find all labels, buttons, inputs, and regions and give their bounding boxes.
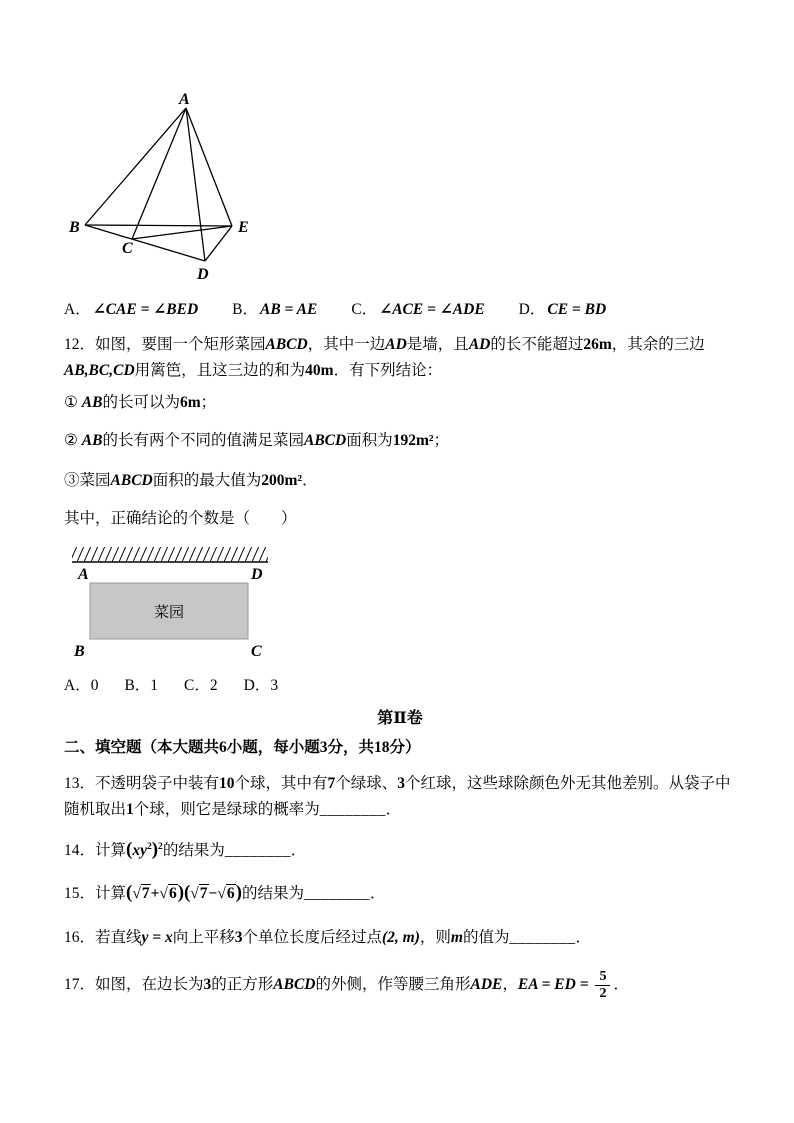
segment-ac: [132, 108, 186, 239]
text-seg: ，其余的三边: [611, 336, 705, 353]
q12-option-c: C．2: [184, 677, 218, 694]
left-paren: (: [126, 882, 133, 903]
text-seg: 16．若直线: [64, 929, 142, 946]
math-seg: (2, m): [382, 929, 420, 946]
vertex-label-e: E: [238, 219, 249, 236]
text-seg: ，: [502, 976, 518, 994]
corner-label-b: B: [74, 643, 85, 658]
text-seg: 的结果为: [162, 842, 225, 859]
text-seg: ；: [200, 394, 217, 411]
radicand: 6: [168, 885, 177, 902]
radical-sign: √: [132, 885, 141, 902]
math-seg: xy: [132, 842, 147, 859]
text-seg: 13．不透明袋子中装有: [64, 775, 220, 792]
math-seg: EA = ED =: [517, 976, 593, 994]
math-seg: 40m: [305, 362, 334, 379]
vertex-label-a: A: [179, 92, 190, 108]
q12-stem-line1: [64, 332, 736, 358]
q11-option-d: [519, 298, 607, 322]
text-seg: 个球，则它是绿球的概率为: [133, 801, 320, 818]
text-seg: 个球，其中有: [234, 775, 328, 792]
radicand: 7: [141, 885, 150, 902]
part2-title: 第Ⅱ卷: [377, 710, 423, 727]
text-seg: ①: [64, 394, 82, 411]
right-paren: ): [235, 882, 242, 903]
segment-bd: [85, 225, 205, 261]
question-16: [64, 925, 736, 951]
math-seg: m: [450, 929, 463, 946]
option-math: CE = BD: [547, 301, 607, 318]
corner-label-d: D: [251, 566, 263, 583]
answer-blank: ________．: [509, 929, 592, 946]
figure-q11: [68, 92, 736, 284]
text-seg: 14．计算: [64, 842, 127, 859]
option-math: ∠CAE = ∠BED: [92, 301, 199, 318]
math-seg: y = x: [141, 929, 173, 946]
text-seg: ．: [302, 472, 318, 489]
question-15: [64, 880, 736, 907]
segment-ab: [85, 108, 186, 225]
text-seg: 个绿球、: [335, 775, 398, 792]
text-seg: ．有下列结论：: [333, 362, 443, 379]
text-seg: 是墙，且: [406, 336, 469, 353]
q12-stem-line2: [64, 358, 736, 384]
triangle-figure: [68, 92, 258, 284]
radical-sign: √: [159, 885, 168, 902]
wall-hatching: [72, 547, 268, 562]
q12-question-line: [64, 506, 736, 532]
math-seg: 3: [203, 976, 212, 994]
text-seg: 17．如图，在边长为: [64, 976, 204, 994]
radicand: 6: [226, 885, 235, 902]
math-seg: 10: [219, 775, 235, 792]
q11-options: [64, 298, 736, 322]
option-label: C．: [351, 301, 378, 318]
text-seg: 用篱笆，且这三边的和为: [134, 362, 306, 379]
text-seg: 的长可以为: [102, 394, 180, 411]
garden-label: 菜园: [153, 605, 185, 621]
vertex-label-b: B: [69, 219, 80, 236]
exponent: 2: [158, 840, 163, 852]
vertex-label-c: C: [122, 240, 133, 257]
left-paren: (: [126, 839, 133, 860]
section2-heading: 二、填空题（本大题共6小题，每小题3分，共18分）: [64, 739, 421, 756]
text-seg: ，则: [419, 929, 451, 946]
math-seg: 200m²: [261, 472, 303, 489]
math-seg: 3: [397, 775, 406, 792]
math-seg: 192m²: [392, 432, 434, 449]
text-seg: ②: [64, 432, 82, 449]
q12-conclusion-3: [64, 468, 736, 494]
text-seg: 的结果为: [241, 885, 304, 902]
text-seg: 的外侧，作等腰三角形: [315, 976, 471, 994]
text-seg: 面积为: [346, 432, 393, 449]
right-paren: ): [177, 882, 184, 903]
q12-conclusion-1: [64, 390, 736, 416]
text-seg: 12．如图，要围一个矩形菜园: [64, 336, 266, 353]
q11-option-b: [232, 298, 317, 322]
math-seg: 6m: [179, 394, 201, 411]
text-seg: ；: [433, 432, 450, 449]
text-seg: 个红球，这些球除颜色外无其他差别。从袋子中随机取出: [64, 775, 731, 818]
math-seg: 3: [234, 929, 243, 946]
q11-option-c: [351, 298, 484, 322]
option-math: AB = AE: [260, 301, 318, 318]
radicand: 7: [199, 885, 208, 902]
fraction-denominator: 2: [599, 986, 607, 1002]
text-seg: 个单位长度后经过点: [242, 929, 383, 946]
corner-label-c: C: [251, 643, 262, 658]
fraction: [595, 969, 610, 1002]
option-label: D．: [518, 301, 546, 318]
text-seg: 的值为: [462, 929, 510, 946]
math-seg: 7: [327, 775, 336, 792]
text-seg: ．: [613, 976, 629, 994]
answer-blank: ________．: [224, 842, 307, 859]
answer-blank: ________．: [319, 801, 402, 818]
text-seg: 面积的最大值为: [152, 472, 262, 489]
vertex-label-d: D: [197, 266, 209, 283]
option-label: B．: [232, 301, 258, 318]
text-seg: 的正方形: [211, 976, 274, 994]
text-seg: 向上平移: [172, 929, 235, 946]
text-seg: 15．计算: [64, 885, 127, 902]
segment-de: [205, 226, 232, 261]
left-paren: (: [183, 882, 191, 903]
option-math: ∠ACE = ∠ADE: [379, 301, 485, 318]
q12-option-a: A．0: [64, 677, 99, 694]
operator: −: [208, 885, 218, 902]
corner-label-a: A: [78, 566, 89, 583]
q12-options: [64, 674, 736, 698]
answer-blank: ________．: [303, 885, 386, 902]
q12-option-b: B．1: [124, 677, 159, 694]
right-paren: ): [151, 839, 159, 860]
math-seg: ADE: [470, 976, 503, 994]
radical-sign: √: [190, 885, 199, 902]
math-seg: AB,BC,CD: [64, 362, 135, 379]
math-seg: AD: [385, 336, 407, 353]
question-17: [64, 969, 736, 1002]
radical-sign: √: [217, 885, 226, 902]
exponent: 2: [146, 840, 152, 852]
math-seg: 1: [126, 801, 134, 818]
math-seg: AB: [81, 432, 103, 449]
figure-q12-garden: [70, 546, 736, 658]
q12-conclusion-2: [64, 428, 736, 454]
math-seg: AD: [468, 336, 491, 353]
math-seg: AB: [81, 394, 103, 411]
math-seg: ABCD: [273, 976, 316, 994]
text-seg: 的长不能超过: [490, 336, 584, 353]
math-seg: ABCD: [110, 472, 153, 489]
garden-figure: [70, 546, 275, 658]
segment-ce: [132, 226, 232, 239]
fraction-numerator: 5: [595, 969, 610, 986]
text-seg: 的长有两个不同的值满足菜园: [102, 432, 304, 449]
option-label: A．: [64, 301, 91, 318]
math-seg: 26m: [583, 336, 612, 353]
question-14: [64, 837, 736, 864]
operator: +: [150, 885, 160, 902]
math-seg: ABCD: [265, 336, 308, 353]
text-seg: 其中，正确结论的个数是（ ）: [64, 510, 297, 527]
text-seg: ，其中一边: [307, 336, 386, 353]
question-13: [64, 771, 736, 823]
q12-option-d: D．3: [243, 677, 279, 694]
math-seg: ABCD: [303, 432, 347, 449]
segment-be: [85, 225, 232, 226]
text-seg: ③菜园: [64, 472, 111, 489]
q11-option-a: [64, 298, 198, 322]
